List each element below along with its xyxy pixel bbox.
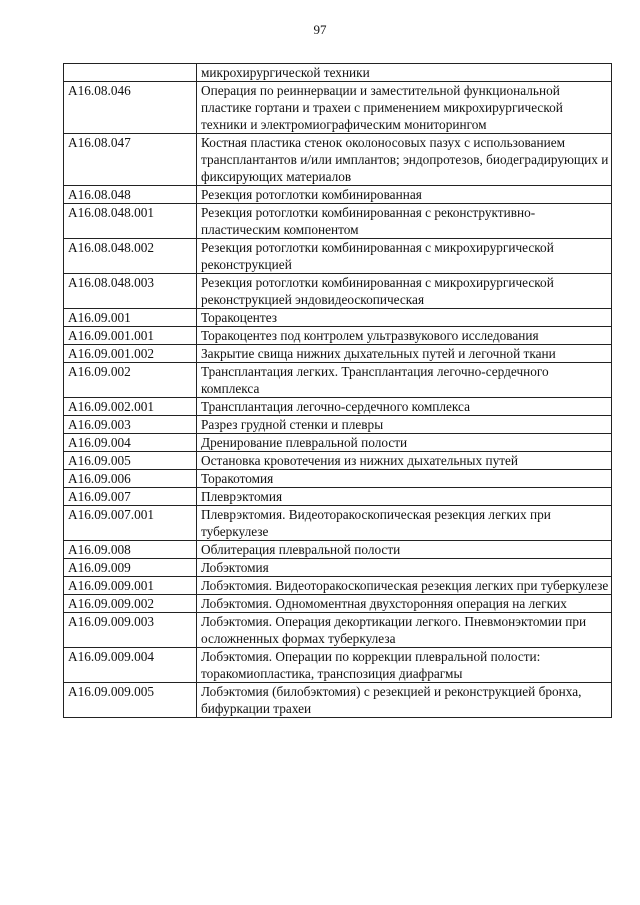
- procedure-code-cell: А16.09.009.005: [64, 683, 197, 718]
- procedure-code-cell: А16.09.001.002: [64, 345, 197, 363]
- procedure-name-cell: Резекция ротоглотки комбинированная: [197, 186, 612, 204]
- procedure-name-cell: Разрез грудной стенки и плевры: [197, 416, 612, 434]
- procedure-name-cell: Дренирование плевральной полости: [197, 434, 612, 452]
- procedure-code-cell: А16.09.002.001: [64, 398, 197, 416]
- table-row: [64, 434, 612, 452]
- procedure-name-cell: Плеврэктомия: [197, 488, 612, 506]
- table-row: [64, 683, 612, 718]
- procedure-code-cell: А16.08.048.003: [64, 274, 197, 309]
- procedure-code-cell: А16.08.048.002: [64, 239, 197, 274]
- table-row: [64, 577, 612, 595]
- procedure-code-cell: А16.09.007: [64, 488, 197, 506]
- procedure-name-cell: Плеврэктомия. Видеоторакоскопическая резекция легких при туберкулезе: [197, 506, 612, 541]
- procedure-code-cell: А16.08.047: [64, 134, 197, 186]
- table-row: [64, 327, 612, 345]
- table-row: [64, 416, 612, 434]
- table-row: [64, 363, 612, 398]
- table-row-continued: [64, 64, 612, 82]
- table-row: [64, 648, 612, 683]
- table-row: [64, 274, 612, 309]
- procedure-name-cell: Лобэктомия: [197, 559, 612, 577]
- procedure-name-cell: Операция по реиннервации и заместительной функциональной пластике гортани и трахеи с применением микрохирургической техники и электромиографическим мониторингом: [197, 82, 612, 134]
- table-row: [64, 613, 612, 648]
- table-row: [64, 82, 612, 134]
- procedure-code-cell: А16.09.002: [64, 363, 197, 398]
- table-row: [64, 452, 612, 470]
- table-row: [64, 204, 612, 239]
- procedure-name-cell: Трансплантация легких. Трансплантация легочно-сердечного комплекса: [197, 363, 612, 398]
- procedure-code-cell: А16.09.009.004: [64, 648, 197, 683]
- procedure-name-cell: Облитерация плевральной полости: [197, 541, 612, 559]
- page-number: 97: [313, 22, 327, 37]
- procedure-code-cell: А16.08.046: [64, 82, 197, 134]
- procedure-name-cell: Закрытие свища нижних дыхательных путей и легочной ткани: [197, 345, 612, 363]
- table-row: [64, 541, 612, 559]
- procedure-name-cell: микрохирургической техники: [197, 64, 612, 82]
- procedure-name-cell: Трансплантация легочно-сердечного комплекса: [197, 398, 612, 416]
- procedure-code-cell: А16.09.009: [64, 559, 197, 577]
- procedure-code-cell: А16.09.009.003: [64, 613, 197, 648]
- table-row: [64, 506, 612, 541]
- table-row: [64, 559, 612, 577]
- table-row: [64, 398, 612, 416]
- procedure-code-table: [63, 63, 612, 718]
- procedure-name-cell: Лобэктомия. Операция декортикации легкого. Пневмонэктомии при осложненных формах туберкулеза: [197, 613, 612, 648]
- table-row: [64, 470, 612, 488]
- procedure-name-cell: Торакоцентез под контролем ультразвукового исследования: [197, 327, 612, 345]
- procedure-code-cell: А16.09.006: [64, 470, 197, 488]
- procedure-name-cell: Торакоцентез: [197, 309, 612, 327]
- procedure-name-cell: Резекция ротоглотки комбинированная с микрохирургической реконструкцией: [197, 239, 612, 274]
- procedure-code-cell: А16.09.008: [64, 541, 197, 559]
- procedure-name-cell: Остановка кровотечения из нижних дыхательных путей: [197, 452, 612, 470]
- procedure-name-cell: Лобэктомия. Видеоторакоскопическая резекция легких при туберкулезе: [197, 577, 612, 595]
- procedure-code-cell: А16.08.048: [64, 186, 197, 204]
- procedure-name-cell: Лобэктомия (билобэктомия) с резекцией и реконструкцией бронха, бифуркации трахеи: [197, 683, 612, 718]
- table-row: [64, 595, 612, 613]
- procedure-name-cell: Резекция ротоглотки комбинированная с реконструктивно-пластическим компонентом: [197, 204, 612, 239]
- procedure-code-cell: А16.09.004: [64, 434, 197, 452]
- table-row: [64, 488, 612, 506]
- procedure-code-cell: А16.09.009.002: [64, 595, 197, 613]
- procedure-code-cell: [64, 64, 197, 82]
- procedure-code-cell: А16.09.005: [64, 452, 197, 470]
- procedure-name-cell: Резекция ротоглотки комбинированная с микрохирургической реконструкцией эндовидеоскопическая: [197, 274, 612, 309]
- table-row: [64, 309, 612, 327]
- procedure-name-cell: Костная пластика стенок околоносовых пазух с использованием трансплантантов и/или имплантов; эндопротезов, биодеградирующих и фиксирующих материалов: [197, 134, 612, 186]
- procedure-code-cell: А16.09.007.001: [64, 506, 197, 541]
- table-row: [64, 239, 612, 274]
- procedure-code-cell: А16.09.001.001: [64, 327, 197, 345]
- table-row: [64, 186, 612, 204]
- procedure-code-cell: А16.09.009.001: [64, 577, 197, 595]
- procedure-name-cell: Лобэктомия. Операции по коррекции плевральной полости: торакомиопластика, транспозиция диафрагмы: [197, 648, 612, 683]
- procedure-name-cell: Торакотомия: [197, 470, 612, 488]
- procedure-code-cell: А16.09.003: [64, 416, 197, 434]
- procedure-code-cell: А16.08.048.001: [64, 204, 197, 239]
- table-row: [64, 134, 612, 186]
- table-row: [64, 345, 612, 363]
- procedure-name-cell: Лобэктомия. Одномоментная двухсторонняя операция на легких: [197, 595, 612, 613]
- procedure-code-cell: А16.09.001: [64, 309, 197, 327]
